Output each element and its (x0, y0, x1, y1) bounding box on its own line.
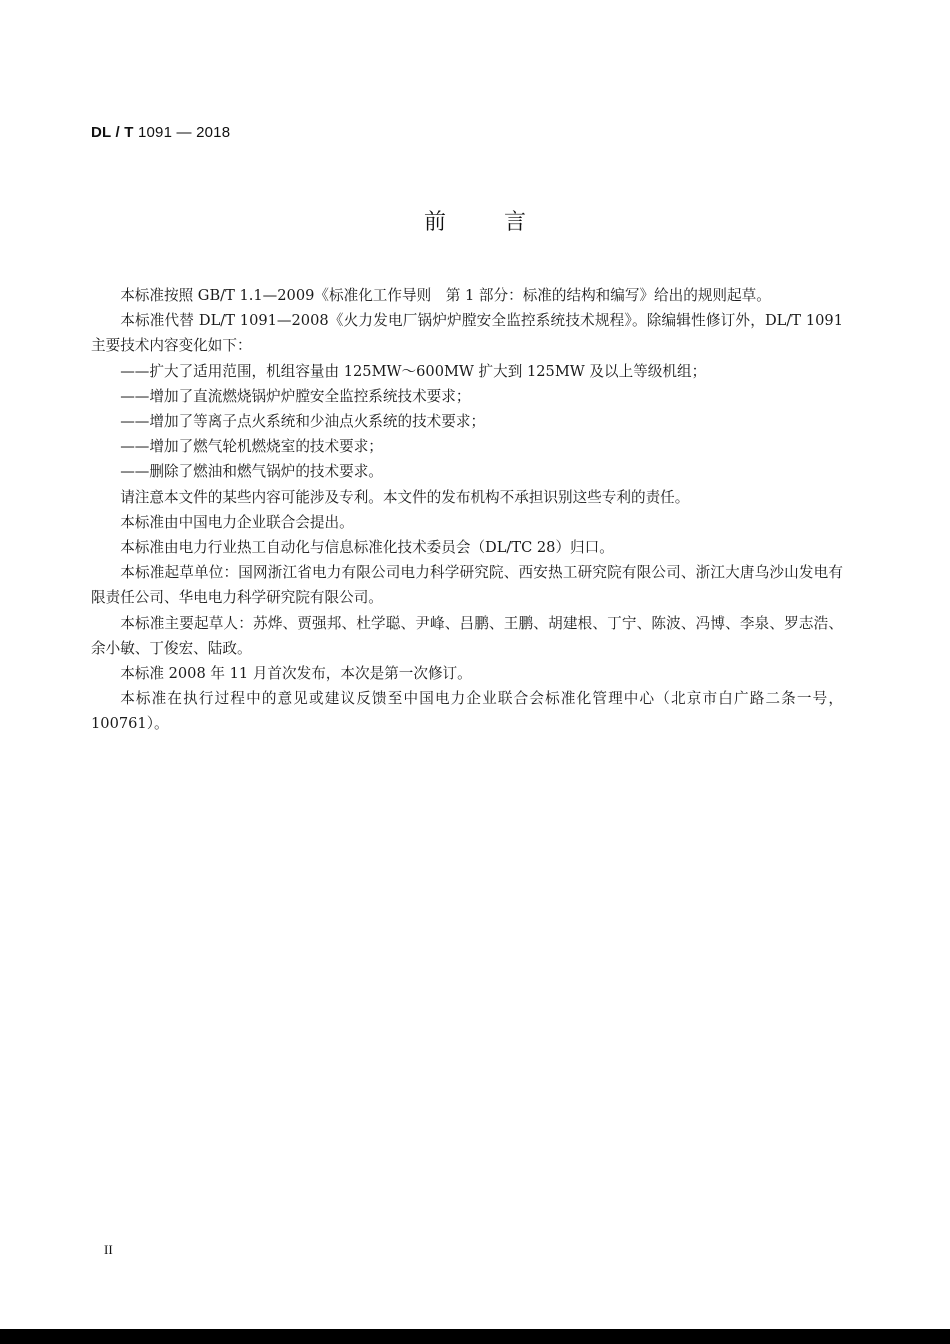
paragraph-feedback: 本标准在执行过程中的意见或建议反馈至中国电力企业联合会标准化管理中心（北京市白广路二条一号，100761）。 (91, 690, 843, 733)
paragraph-drafting-rules: 本标准按照 GB/T 1.1—2009《标准化工作导则 第 1 部分：标准的结构和编写》给出的规则起草。 (120, 287, 771, 304)
paragraph-history: 本标准 2008 年 11 月首次发布，本次是第一次修订。 (120, 665, 472, 683)
page-number: II (104, 1242, 113, 1257)
paragraph-committee: 本标准由电力行业热工自动化与信息标准化技术委员会（DL/TC 28）归口。 (120, 539, 614, 557)
document-code-prefix: DL / T (91, 124, 134, 141)
bottom-border (0, 1329, 950, 1344)
paragraph-patent-notice: 请注意本文件的某些内容可能涉及专利。本文件的发布机构不承担识别这些专利的责任。 (120, 488, 690, 506)
paragraph-drafting-units: 本标准起草单位：国网浙江省电力有限公司电力科学研究院、西安热工研究院有限公司、浙江大唐乌沙山发电有限责任公司、华电电力科学研究院有限公司。 (91, 564, 843, 607)
list-item: ——扩大了适用范围，机组容量由 125MW～600MW 扩大到 125MW 及以上等级机组； (120, 362, 707, 380)
list-item: ——删除了燃油和燃气锅炉的技术要求。 (120, 463, 383, 481)
paragraph-replacement: 本标准代替 DL/T 1091—2008《火力发电厂锅炉炉膛安全监控系统技术规程》。除编辑性修订外，DL/T 1091 主要技术内容变化如下： (91, 312, 843, 355)
list-item: ——增加了燃气轮机燃烧室的技术要求； (120, 438, 383, 456)
document-code-number: 1091 — 2018 (133, 124, 231, 141)
document-code (91, 124, 230, 141)
paragraph-proposer: 本标准由中国电力企业联合会提出。 (120, 513, 354, 531)
list-item: ——增加了直流燃烧锅炉炉膛安全监控系统技术要求； (120, 387, 471, 405)
paragraph-drafters: 本标准主要起草人：苏烨、贾强邦、杜学聪、尹峰、吕鹏、王鹏、胡建根、丁宁、陈波、冯博、李泉、罗志浩、余小敏、丁俊宏、陆政。 (91, 614, 843, 657)
foreword-body (91, 283, 843, 737)
page-title: 前言 (423, 210, 584, 235)
list-item: ——增加了等离子点火系统和少油点火系统的技术要求； (120, 413, 486, 431)
